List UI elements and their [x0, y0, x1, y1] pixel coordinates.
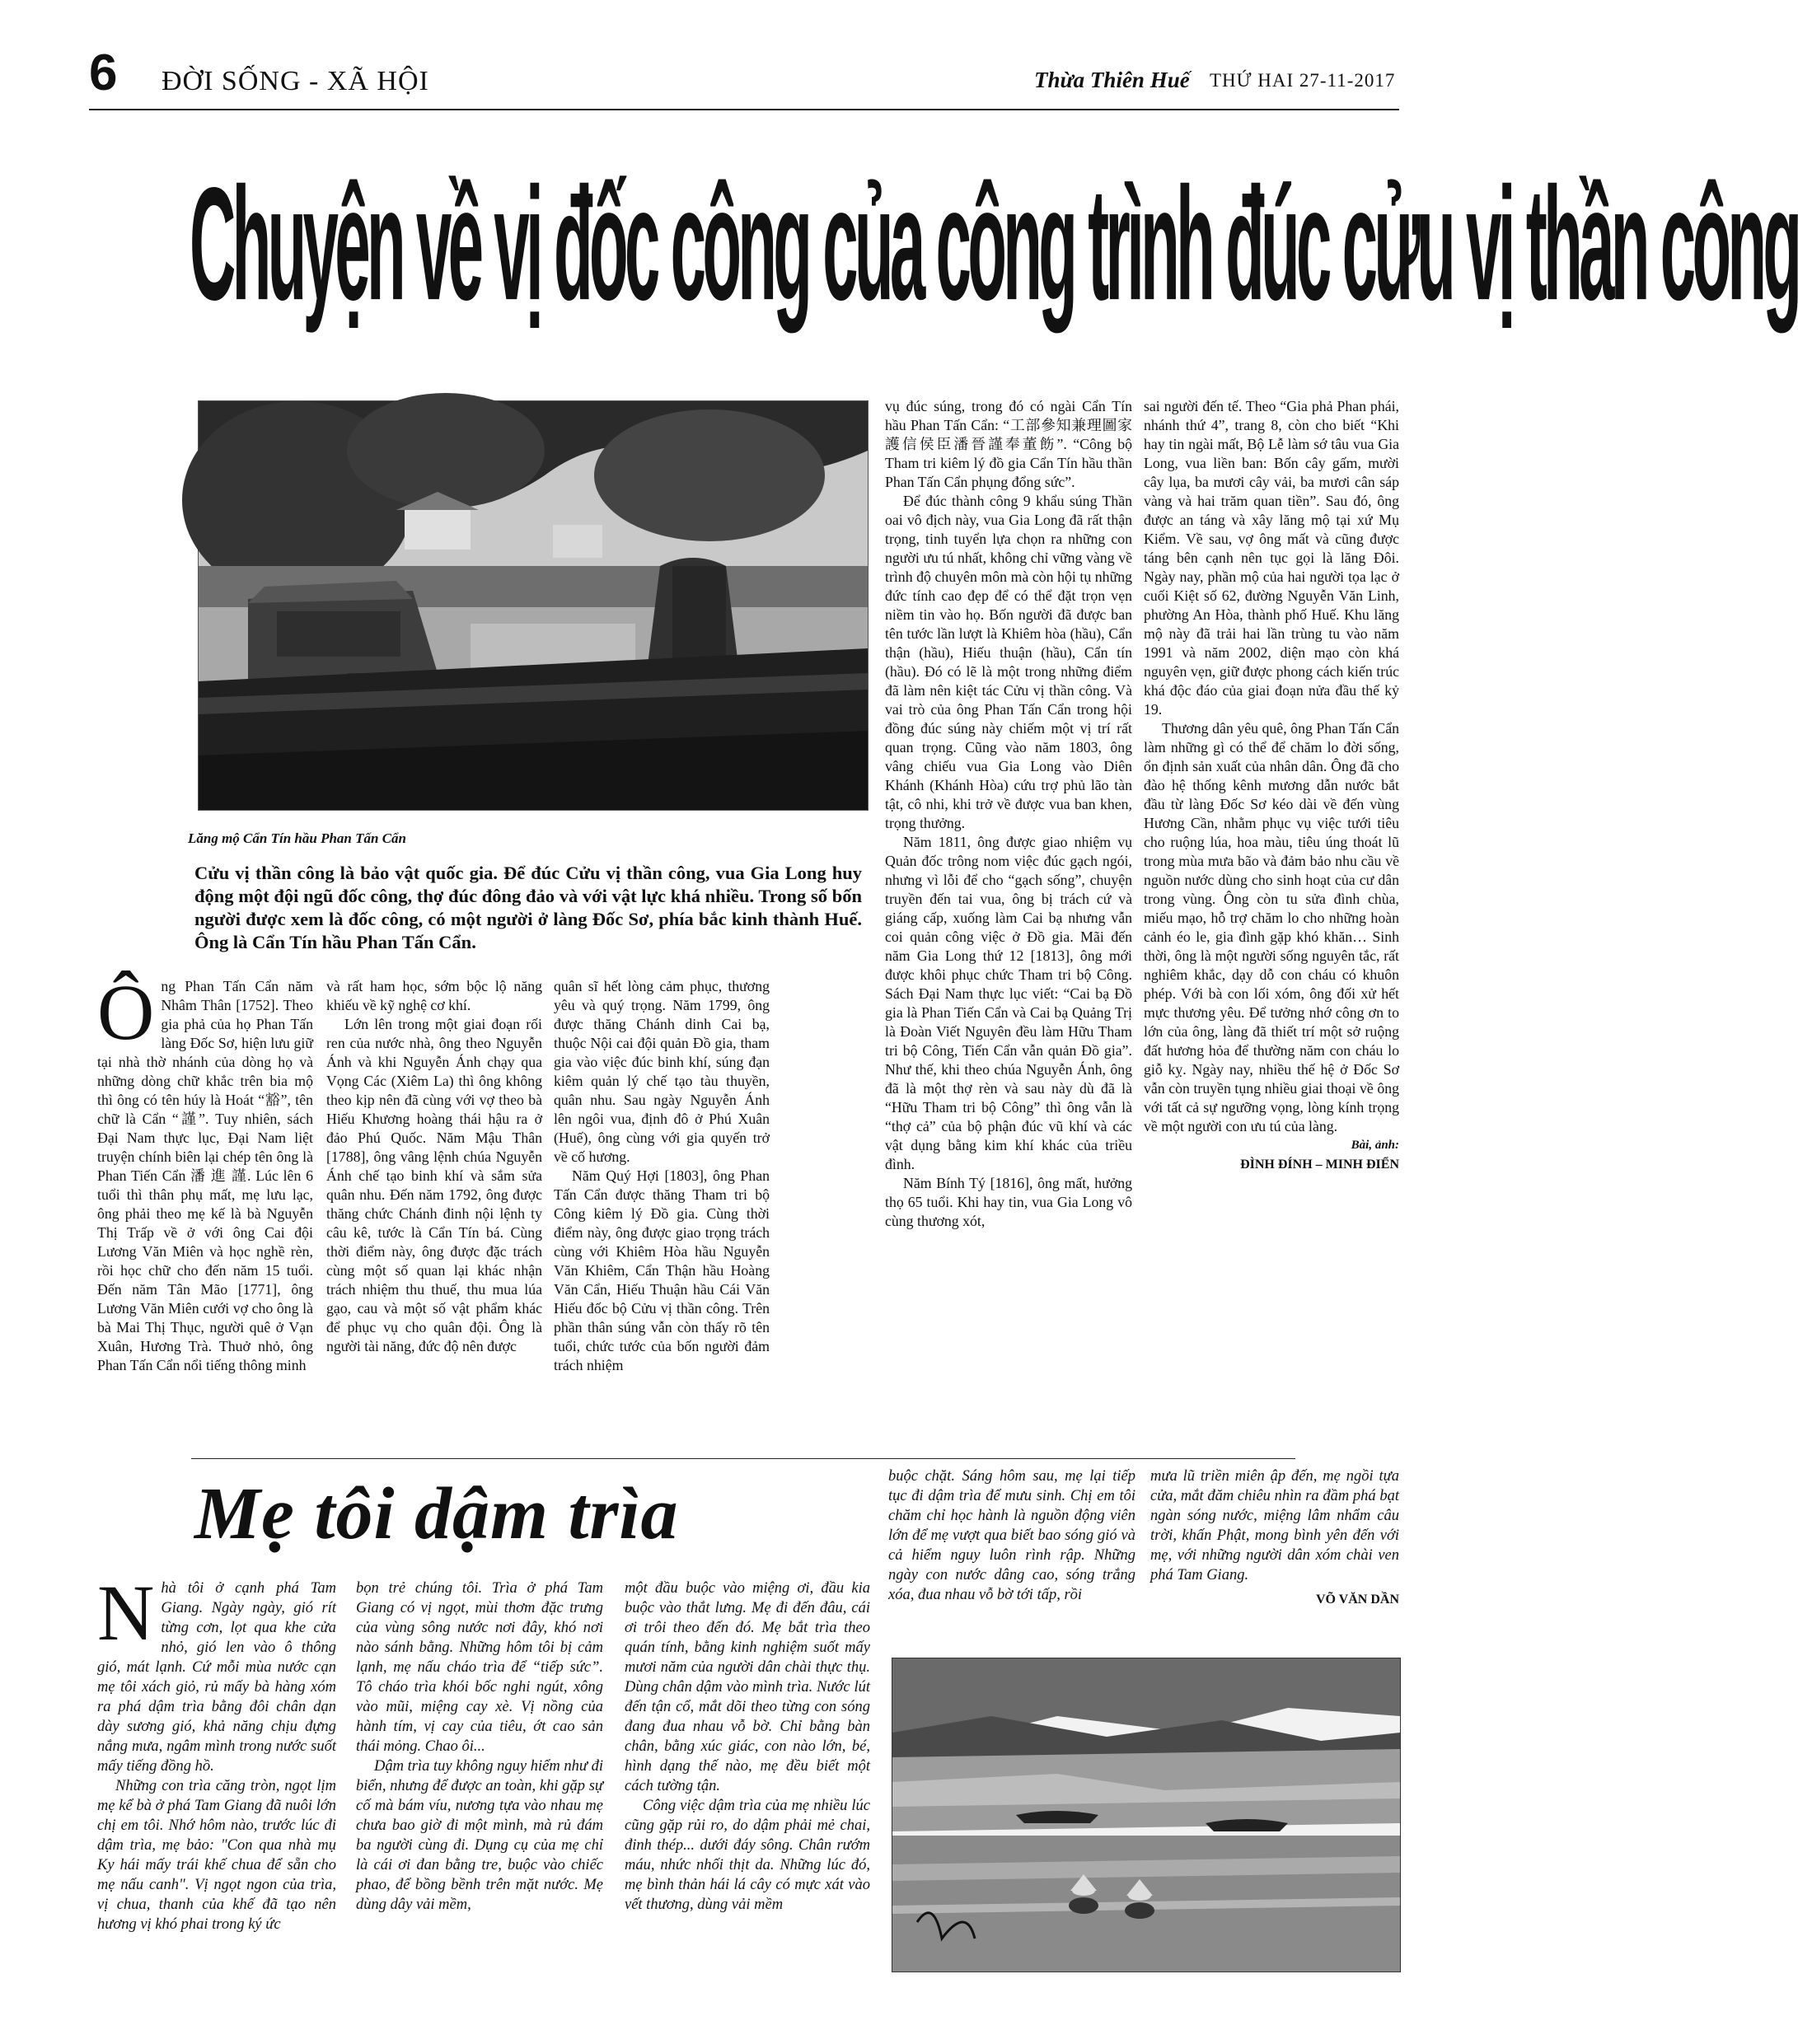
paragraph: Dậm trìa tuy không nguy hiểm như đi biển, nhưng để được an toàn, khi gặp sự cố mà bám víu, nương tựa vào nhau mẹ chưa bao giờ đi một mình, mà rủ đám ba người cùng đi. Dụng cụ của mẹ chỉ là cái ơi đan bằng tre, buộc vào chiếc phao, để bồng bềnh trên mặt nước. Mẹ dùng dây vải mềm,	[356, 1758, 603, 1913]
paragraph: Thương dân yêu quê, ông Phan Tấn Cẩn làm những gì có thể để chăm lo đời sống, ổn định sản xuất của nhân dân. Ông đã cho đào hệ thống kênh mương dẫn nước bắt đầu từ làng Đốc Sơ kéo dài về đến vùng Hương Cần, nhằm phục vụ việc tưới tiêu cho ruộng lúa, hoa màu, tiêu úng thoát lũ trong mùa mưa bão và đảm bảo nhu cầu về nguồn nước dùng cho sinh hoạt của cư dân trong vùng. Ông còn tu sửa đình chùa, miếu mạo, hỗ trợ chăm lo cho những hoàn cảnh éo le, gia đình gặp khó khăn… Sinh thời, ông là một người sống nguyên tắc, rất nghiêm khắc, dạy dỗ con cháu có khuôn phép. Với bà con lối xóm, ông đối xử hết mực thương yêu. Để tưởng nhớ công ơn to lớn của ông, làng đã thiết trí một sở ruộng đất hương hỏa để thường năm con cháu lo giỗ kỵ. Ngày nay, nhiều thế hệ ở Đốc Sơ vẫn còn truyền tụng nhiều giai thoại về ông với tất cả sự ngưỡng vọng, lòng kính trọng về một người con ưu tú của làng.	[1144, 720, 1399, 1134]
paragraph: Những con trìa căng tròn, ngọt lịm mẹ kể bà ở phá Tam Giang đã nuôi lớn chị em tôi. Nhớ hôm nào, trước lúc đi dậm trìa, mẹ bảo: "Con qua nhà mụ Ky hái mấy trái khế chua để sẵn cho mẹ nấu canh". Vị ngọt ngon của trìa, vị chua, thanh của khế đã tạo nên hương vị khó phai trong ký ức	[97, 1778, 336, 1933]
paragraph: bọn trẻ chúng tôi. Trìa ở phá Tam Giang có vị ngọt, mùi thơm đặc trưng của vùng sông nước nơi đây, khó nơi nào sánh bằng. Những hôm tôi bị cảm lạnh, mẹ nấu cháo trìa để “tiếp sức”. Tô cháo trìa khói bốc nghi ngút, xông vào mũi, miệng cay xè. Vị nồng của hành tím, vị cay của tiêu, ớt cao sản thái mỏng. Chao ôi...	[356, 1580, 603, 1755]
article1-headline: Chuyện về vị đốc công của công trình đúc cửu vị thần công	[190, 153, 1798, 334]
paragraph: vụ đúc súng, trong đó có ngài Cẩn Tín hầu Phan Tấn Cẩn: “工部參知兼理圖家護信侯臣潘晉謹奉董飭”. “Công bộ Tham tri kiêm lý đồ gia Cẩn Tín hầu thần Phan Tấn Cẩn phụng đổng sức”.	[885, 398, 1132, 490]
credit-label: Bài, ảnh:	[1351, 1139, 1399, 1152]
article2-column-5	[1150, 1466, 1399, 1610]
article1-column-5	[1144, 397, 1399, 1174]
article1-column-4	[885, 397, 1132, 1231]
section-title: ĐỜI SỐNG - XÃ HỘI	[162, 66, 429, 96]
header-rule	[89, 109, 1399, 110]
paragraph: Lớn lên trong một giai đoạn rối ren của nước nhà, ông theo Nguyễn Ánh và khi Nguyễn Ánh chạy qua Vọng Các (Xiêm La) thì ông không theo kịp nên đã cùng với vợ theo bà Hiếu Khương hoàng thái hậu ra ở đảo Phú Quốc. Năm Mậu Thân [1788], ông vâng lệnh chúa Nguyễn Ánh chế tạo binh khí và sắm sửa quân nhu. Đến năm 1792, ông được thăng chức Chánh đinh nội lệnh ty câu kê, tước là Cẩn Tín bá. Cùng thời điểm này, ông được đặc trách cùng một số quan lại khác nhận trách nhiệm thu thuế, thu mua lúa gạo, cau và một số vật phẩm khác để phục vụ cho quân đội. Ông là người tài năng, đức độ nên được	[326, 1016, 542, 1354]
article-divider	[191, 1458, 1295, 1459]
article1-author: ĐÌNH ĐÍNH – MINH ĐIỂN	[1240, 1158, 1399, 1172]
paragraph: Năm 1811, ông được giao nhiệm vụ Quản đốc trông nom việc đúc gạch ngói, nhưng vì lỗi để cho “gạch sống”, chuyện truyền đến tai vua, ông bị trách cứ và giáng cấp, xuống làm Cai bạ nhưng vẫn coi quản công việc ở Đồ gia. Mãi đến năm Gia Long thứ 12 [1813], ông mới được khôi phục chức Tham tri bộ Công. Sách Đại Nam thực lục viết: “Cai bạ Đồ gia là Phan Tiến Cẩn và Cai bạ Quảng Trị là Đoàn Viết Nguyên đều làm Hữu Tham tri bộ Công, Tiến Cẩn vẫn quản Đồ gia”. Như thế, khi theo chúa Nguyễn Ánh, ông đã là một thợ rèn và sau này dù đã là “Hữu Tham tri bộ Công” thì ông vẫn là “thợ cả” của bộ phận đúc vũ khí và các vật dụng bằng kim khí khác của triều đình.	[885, 834, 1132, 1172]
article1-column-2	[326, 977, 542, 1356]
page-number: 6	[89, 44, 118, 101]
paragraph: Năm Quý Hợi [1803], ông Phan Tấn Cẩn được thăng Tham tri bộ Công kiêm lý Đồ gia. Cùng thời điểm này, ông được giao trọng trách cùng với Khiêm Hòa hầu Nguyễn Văn Khiêm, Cẩn Thận hầu Hoàng Văn Cẩn, Hiếu Thuận hầu Cái Văn Hiếu đốc bộ Cửu vị thần công. Trên phần thân súng vẫn còn thấy rõ tên tuổi, chức tước của bốn người đảm trách nhiệm	[554, 1167, 770, 1373]
newspaper-name: Thừa Thiên Huế	[1034, 68, 1190, 92]
lagoon-illustration	[892, 1658, 1401, 1972]
article2-column-3	[625, 1579, 870, 1915]
paragraph: Công việc dậm trìa của mẹ nhiều lúc cũng gặp rủi ro, do dậm phải mẻ chai, đinh thép... dưới đáy sông. Chân rướm máu, nhức nhối thịt da. Những lúc đó, mẹ bình thản hái lá cây có mực xát vào vết thương, dùng vải mềm	[625, 1798, 870, 1913]
dropcap: N	[97, 1569, 155, 1657]
article2-column-4	[888, 1466, 1135, 1605]
article1-column-3	[554, 977, 770, 1375]
paragraph: Để đúc thành công 9 khẩu súng Thần oai vô địch này, vua Gia Long đã rất thận trọng, tinh tuyển lựa chọn ra những con người ưu tú nhất, không chỉ vững vàng về trình độ chuyên môn mà còn hội tụ những đức tính cao đẹp để có thể đặt trọn vẹn niềm tin vào họ. Bốn người đã được ban tên tước lần lượt là Khiêm hòa (hầu), Cẩn thận (hầu), Hiếu thuận (hầu), Cẩn tín (hầu). Đó có lẽ là một trong những điểm đã làm nên kiệt tác Cửu vị thần công. Và vai trò của ông Phan Tấn Cẩn trong hội đồng đúc súng này chiếm một vị trí rất quan trọng. Cũng vào năm 1803, ông vâng chiếu vua Gia Long vào Diên Khánh (Khánh Hòa) cứu trợ phủ lão tàn tật, cô nhi, khi trở về được vua ban khen, trọng thưởng.	[885, 493, 1132, 831]
article2-author: VÕ VĂN DẦN	[1315, 1593, 1399, 1607]
article2-column-1	[97, 1569, 336, 1934]
article2-headline: Mẹ tôi dậm trìa	[194, 1473, 679, 1555]
photo-caption: Lăng mộ Cẩn Tín hầu Phan Tấn Cẩn	[188, 830, 407, 846]
paragraph: mưa lũ triền miên ập đến, mẹ ngồi tựa cửa, mắt đăm chiêu nhìn ra đầm phá bạt ngàn sóng nước, miệng lâm nhẩm câu trời, khấn Phật, mong bình yên đến với mẹ, với những người dân xóm chài ven phá Tam Giang.	[1150, 1468, 1399, 1583]
article1-column-1	[97, 968, 313, 1375]
paragraph: sai người đến tế. Theo “Gia phả Phan phái, nhánh thứ 4”, trang 8, còn cho biết “Khi hay tin ngài mất, Bộ Lễ làm sớ tâu vua Gia Long, vua liền ban: Bốn cây gấm, mười cây lụa, ba mươi cây vải, ba mươi cân sáp vàng và hai trăm quan tiền”. Sau đó, ông được an táng và xây lăng mộ tại xứ Mụ Kiểm. Về sau, vợ ông mất và cũng được táng bên cạnh nên tục gọi là lăng Đôi. Ngày nay, phần mộ của hai người tọa lạc ở cuối Kiệt số 62, đường Nguyễn Văn Linh, phường An Hòa, thành phố Huế. Khu lăng mộ này đã trải hai lần trùng tu vào năm 1991 và năm 2002, diện mạo còn khá nguyên vẹn, giữ được phong cách kiến trúc khá độc đáo của giai đoạn nửa đầu thế kỷ 19.	[1144, 398, 1399, 718]
paragraph: một đầu buộc vào miệng ơi, đầu kia buộc vào thắt lưng. Mẹ đi đến đâu, cái ơi trôi theo đến đó. Mẹ bắt trìa theo quán tính, bằng kinh nghiệm suốt mấy mươi năm của người dân chài thực thụ. Dùng chân dậm vào mình trìa. Nước lút đến tận cổ, mắt dõi theo từng con sóng đang đua nhau vỗ bờ. Chỉ bằng bàn chân, bằng xúc giác, con nào lớn, bé, hình dạng thế nào, mẹ đều biết một cách tường tận.	[625, 1580, 870, 1794]
article2-column-2	[356, 1579, 603, 1915]
paragraph: ng Phan Tấn Cẩn năm Nhâm Thân [1752]. Theo gia phả của họ Phan Tấn làng Đốc Sơ, hiện lưu giữ tại nhà thờ nhánh của dòng họ và những dòng chữ khắc trên bia mộ thì ông có tên húy là Hoát “豁”, tên chữ là Cẩn “謹”. Tuy nhiên, sách Đại Nam thực lục, Đại Nam liệt truyện chính biên lại chép tên ông là Phan Tiến Cẩn 潘 進 謹. Lúc lên 6 tuổi thì thân phụ mất, mẹ lưu lạc, ông phải theo mẹ kế là bà Nguyễn Thị Trấp về ở với ông Cai đội Lương Văn Miên và học nghề rèn, rồi học chữ cho đến năm 15 tuổi. Đến năm Tân Mão [1771], ông Lương Văn Miên cưới vợ cho ông là bà Mai Thị Thục, người quê ở Vạn Xuân, Hương Trà. Thuở nhỏ, ông Phan Tấn Cẩn nổi tiếng thông minh	[97, 978, 313, 1373]
paragraph: quân sĩ hết lòng cảm phục, thương yêu và quý trọng. Năm 1799, ông được thăng Chánh dinh Cai bạ, thuộc Nội cai đội quản Đồ gia, tham gia vào việc đúc binh khí, súng đạn kiêm quản lý chế tạo tàu thuyền, quân nhu. Sau ngày Nguyễn Ánh lên ngôi vua, định đô ở Phú Xuân (Huế), ông cùng với gia quyến trở về cố hương.	[554, 978, 770, 1165]
article1-lead: Cửu vị thần công là bảo vật quốc gia. Để đúc Cửu vị thần công, vua Gia Long huy động một đội ngũ đốc công, thợ đúc đông đảo và với vật lực khá nhiều. Trong số bốn người được xem là đốc công, có một người ở làng Đốc Sơ, phía bắc kinh thành Huế. Ông là Cẩn Tín hầu Phan Tấn Cẩn.	[194, 863, 862, 952]
tomb-photo	[198, 400, 869, 811]
paragraph: hà tôi ở cạnh phá Tam Giang. Ngày ngày, gió rít từng cơn, lọt qua khe cửa nhỏ, gió len vào ô thông gió, mát lạnh. Cứ mỗi mùa nước cạn mẹ tôi xách giỏ, rủ mấy bà hàng xóm ra phá dậm trìa bằng đôi chân dạn dày sương gió, khả năng chịu đựng nắng mưa, ngâm mình trong nước suốt mấy tiếng đồng hồ.	[97, 1580, 336, 1775]
paragraph: buộc chặt. Sáng hôm sau, mẹ lại tiếp tục đi dậm trìa để mưu sinh. Chị em tôi chăm chỉ học hành là nguồn động viên lớn để mẹ vượt qua biết bao sóng gió và cả hiểm nguy luôn rình rập. Những ngày con nước dâng cao, sóng trắng xóa, đua nhau vỗ bờ tới tấp, rồi	[888, 1468, 1135, 1603]
paragraph: và rất ham học, sớm bộc lộ năng khiếu về kỹ nghệ cơ khí.	[326, 978, 542, 1013]
paragraph: Năm Bính Tý [1816], ông mất, hưởng thọ 65 tuổi. Khi hay tin, vua Gia Long vô cùng thương xót,	[885, 1175, 1132, 1229]
dropcap: Ô	[97, 968, 155, 1056]
issue-date: THỨ HAI 27-11-2017	[1210, 70, 1396, 91]
